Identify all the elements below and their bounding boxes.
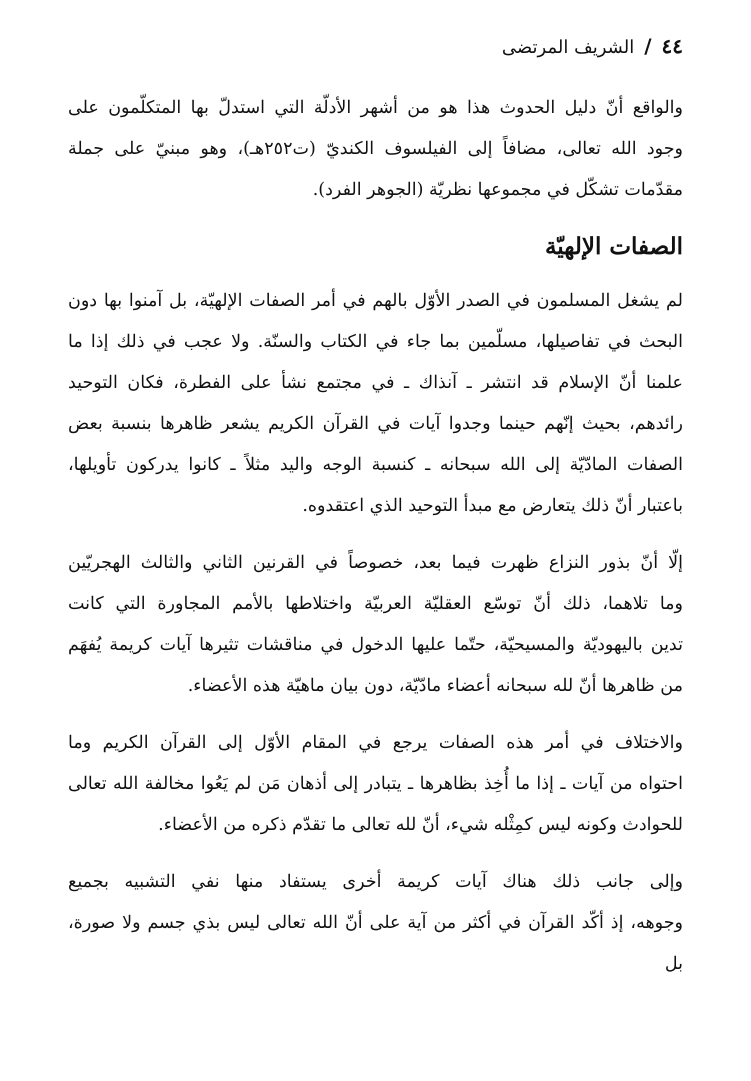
text-line: وجود الله تعالى، مضافاً إلى الفيلسوف الكنديّ (ت٢٥٢هـ)، وهو مبنيّ على جملة xyxy=(68,139,683,159)
section-heading: الصفات الإلهيّة xyxy=(544,233,683,260)
text-line: من ظاهرها أنّ لله سبحانه أعضاء مادّيّة، دون بيان ماهيّة هذه الأعضاء. xyxy=(187,676,683,696)
page-body xyxy=(68,88,683,1001)
text-line: وجوهه، إذ أكّد القرآن في أكثر من آية على أنّ الله تعالى ليس بذي جسم ولا صورة، بل xyxy=(68,913,683,974)
text-line: وإلى جانب ذلك هناك آيات كريمة أخرى يستفاد منها نفي التشبيه بجميع xyxy=(68,872,683,892)
paragraph xyxy=(68,723,683,846)
paragraph xyxy=(68,543,683,707)
text-line: علمنا أنّ الإسلام قد انتشر ـ آنذاك ـ في مجتمع نشأ على الفطرة، فكان التوحيد xyxy=(68,373,683,393)
text-line: والاختلاف في أمر هذه الصفات يرجع في المقام الأوّل إلى القرآن الكريم وما xyxy=(68,733,683,753)
text-line: إلّا أنّ بذور النزاع ظهرت فيما بعد، خصوصاً في القرنين الثاني والثالث الهجريّين xyxy=(68,553,683,573)
page-number: ٤٤ xyxy=(661,34,683,58)
paragraph xyxy=(68,281,683,527)
text-line: والواقع أنّ دليل الحدوث هذا هو من أشهر الأدلّة التي استدلّ بها المتكلّمون على xyxy=(68,98,683,118)
text-line: باعتبار أنّ ذلك يتعارض مع مبدأ التوحيد الذي اعتقدوه. xyxy=(302,496,683,516)
text-line: لم يشغل المسلمون في الصدر الأوّل بالهم في أمر الصفات الإلهيّة، بل آمنوا بها دون xyxy=(68,291,683,311)
text-line: تدين باليهوديّة والمسيحيّة، حتّما عليها الدخول في مناقشات تثيرها آيات كريمة يُفهَم xyxy=(68,635,683,655)
text-line: للحوادث وكونه ليس كمِثْله شيء، أنّ لله تعالى ما تقدّم ذكره من الأعضاء. xyxy=(158,815,683,835)
header-separator: / xyxy=(644,34,652,58)
text-line: مقدّمات تشكّل في مجموعها نظريّة (الجوهر الفرد). xyxy=(312,180,683,200)
text-line: وما تلاهما، ذلك أنّ توسّع العقليّة العربيّة واختلاطها بالأمم المجاورة التي كانت xyxy=(68,594,683,614)
paragraph xyxy=(68,862,683,985)
paragraph xyxy=(68,88,683,211)
text-line: رائدهم، بحيث إنّهم حينما وجدوا آيات في القرآن الكريم يشعر ظاهرها بنسبة بعض xyxy=(68,414,683,434)
book-title: الشريف المرتضى xyxy=(501,37,635,58)
text-line: الصفات المادّيّة إلى الله سبحانه ـ كنسبة الوجه واليد مثلاً ـ كانوا يدركون تأويلها، xyxy=(68,455,683,475)
text-line: احتواه من آيات ـ إذا ما أُخِذ بظاهرها ـ يتبادر إلى أذهان مَن لم يَعُوا مخالفة الله تعالى xyxy=(68,774,683,794)
running-header xyxy=(502,34,683,58)
text-line: البحث في تفاصيلها، مسلّمين بما جاء في الكتاب والسنّة. ولا عجب في ذلك إذا ما xyxy=(68,332,683,352)
